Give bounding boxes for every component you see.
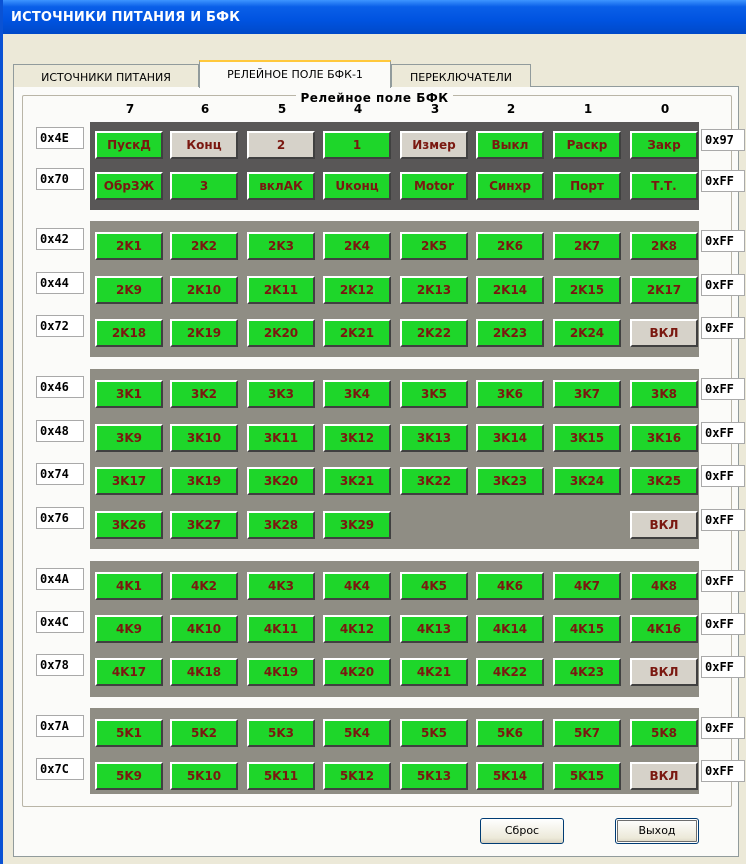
relay-label: 4K18 [186, 665, 222, 679]
row-address: 0x76 [36, 507, 84, 529]
relay-label: 4K10 [186, 622, 222, 636]
relay-button[interactable] [170, 762, 238, 790]
relay-button[interactable] [476, 467, 544, 495]
row-address: 0x7C [36, 758, 84, 780]
relay-label: 2K8 [651, 239, 677, 253]
relay-button[interactable] [630, 511, 698, 539]
relay-button[interactable] [476, 572, 544, 600]
relay-button[interactable] [476, 762, 544, 790]
row-value: 0xFF [701, 465, 745, 487]
relay-label: 4K3 [268, 579, 294, 593]
relay-button[interactable] [95, 572, 163, 600]
relay-label: 4K20 [339, 665, 375, 679]
relay-button[interactable] [247, 658, 315, 686]
row-value: 0xFF [701, 570, 745, 592]
relay-button[interactable] [323, 511, 391, 539]
relay-button[interactable] [95, 276, 163, 304]
relay-button[interactable] [553, 615, 621, 643]
relay-label: 4K16 [646, 622, 682, 636]
tab-switches[interactable]: ПЕРЕКЛЮЧАТЕЛИ [391, 64, 531, 87]
relay-button[interactable] [476, 319, 544, 347]
relay-label: 4K14 [492, 622, 528, 636]
relay-button[interactable] [400, 424, 468, 452]
row-value: 0xFF [701, 378, 745, 400]
relay-label: ВКЛ [649, 326, 679, 340]
relay-button[interactable] [170, 232, 238, 260]
relay-button[interactable] [170, 131, 238, 159]
relay-label: 4K17 [111, 665, 147, 679]
relay-label: 3K21 [339, 474, 375, 488]
relay-button[interactable] [323, 424, 391, 452]
relay-button[interactable] [323, 719, 391, 747]
row-value: 0xFF [701, 274, 745, 296]
row-address: 0x78 [36, 654, 84, 676]
relay-label: 2K18 [111, 326, 147, 340]
relay-label: 1 [352, 138, 362, 152]
relay-button[interactable] [630, 172, 698, 200]
relay-label: 5K13 [416, 769, 452, 783]
relay-button[interactable] [170, 658, 238, 686]
relay-button[interactable] [323, 380, 391, 408]
relay-label: 2K4 [344, 239, 370, 253]
relay-label: ВКЛ [649, 665, 679, 679]
relay-button[interactable] [553, 658, 621, 686]
relay-label: 3 [199, 179, 209, 193]
relay-label: Закр [647, 138, 681, 152]
window-title: ИСТОЧНИКИ ПИТАНИЯ И БФК [3, 0, 746, 34]
relay-button[interactable] [630, 131, 698, 159]
relay-label: Т.Т. [651, 179, 677, 193]
row-value: 0xFF [701, 717, 745, 739]
relay-label: 3K16 [646, 431, 682, 445]
relay-button[interactable] [170, 719, 238, 747]
relay-label: ВКЛ [649, 518, 679, 532]
row-address: 0x48 [36, 420, 84, 442]
relay-label: 5K15 [569, 769, 605, 783]
relay-label: 2K22 [416, 326, 452, 340]
relay-button[interactable] [476, 658, 544, 686]
relay-label: 3K8 [651, 387, 677, 401]
relay-button[interactable] [95, 232, 163, 260]
relay-label: 2K1 [116, 239, 142, 253]
relay-label: 2K24 [569, 326, 605, 340]
relay-label: 2K15 [569, 283, 605, 297]
relay-button[interactable] [630, 424, 698, 452]
relay-label: 4K11 [263, 622, 299, 636]
bit-label: 5 [277, 102, 287, 116]
relay-label: 5K1 [116, 726, 142, 740]
relay-button[interactable] [247, 276, 315, 304]
relay-button[interactable] [553, 380, 621, 408]
relay-label: 3K12 [339, 431, 375, 445]
relay-button[interactable] [400, 615, 468, 643]
relay-button[interactable] [553, 762, 621, 790]
relay-button[interactable] [476, 615, 544, 643]
relay-button[interactable] [170, 424, 238, 452]
relay-button[interactable] [323, 232, 391, 260]
relay-label: Motor [413, 179, 455, 193]
row-address: 0x44 [36, 272, 84, 294]
row-value: 0xFF [701, 230, 745, 252]
relay-label: 2K7 [574, 239, 600, 253]
relay-label: 3K29 [339, 518, 375, 532]
relay-button[interactable] [400, 319, 468, 347]
relay-button[interactable] [247, 424, 315, 452]
row-address: 0x74 [36, 463, 84, 485]
relay-label: 2K20 [263, 326, 299, 340]
relay-label: 4K23 [569, 665, 605, 679]
relay-button[interactable] [247, 467, 315, 495]
row-address: 0x4C [36, 611, 84, 633]
row-value: 0xFF [701, 170, 745, 192]
relay-label: Измер [412, 138, 456, 152]
relay-label: 4K21 [416, 665, 452, 679]
relay-label: 2K19 [186, 326, 222, 340]
relay-button[interactable] [476, 131, 544, 159]
relay-label: 3K5 [421, 387, 447, 401]
relay-label: 2K14 [492, 283, 528, 297]
relay-button[interactable] [170, 572, 238, 600]
relay-button[interactable] [630, 467, 698, 495]
relay-label: 2K23 [492, 326, 528, 340]
relay-label: 3K13 [416, 431, 452, 445]
relay-label: 2K5 [421, 239, 447, 253]
relay-label: 3K9 [116, 431, 142, 445]
relay-button[interactable] [323, 615, 391, 643]
relay-label: 3K10 [186, 431, 222, 445]
relay-label: 3K24 [569, 474, 605, 488]
relay-label: 5K5 [421, 726, 447, 740]
relay-button[interactable] [553, 172, 621, 200]
bit-label: 4 [353, 102, 363, 116]
relay-button[interactable] [476, 719, 544, 747]
relay-label: 3K6 [497, 387, 523, 401]
relay-button[interactable] [400, 131, 468, 159]
relay-button[interactable] [630, 232, 698, 260]
relay-button[interactable] [476, 172, 544, 200]
tab-power-sources[interactable]: ИСТОЧНИКИ ПИТАНИЯ [13, 64, 199, 87]
row-value: 0xFF [701, 422, 745, 444]
relay-label: вклАК [259, 179, 303, 193]
row-address: 0x7A [36, 715, 84, 737]
row-address: 0x4A [36, 568, 84, 590]
relay-label: 5K14 [492, 769, 528, 783]
relay-label: 4K7 [574, 579, 600, 593]
relay-button[interactable] [630, 319, 698, 347]
row-value: 0xFF [701, 317, 745, 339]
relay-label: 3K7 [574, 387, 600, 401]
relay-label: 3K19 [186, 474, 222, 488]
relay-button[interactable] [323, 572, 391, 600]
relay-button[interactable] [630, 615, 698, 643]
relay-button[interactable] [400, 276, 468, 304]
relay-button[interactable] [170, 276, 238, 304]
relay-label: 5K2 [191, 726, 217, 740]
relay-button[interactable] [170, 319, 238, 347]
relay-label: 5K10 [186, 769, 222, 783]
relay-label: 3K15 [569, 431, 605, 445]
relay-button[interactable] [323, 658, 391, 686]
relay-button[interactable] [553, 572, 621, 600]
relay-button[interactable] [247, 762, 315, 790]
relay-label: 3K23 [492, 474, 528, 488]
relay-label: 2K10 [186, 283, 222, 297]
relay-label: 4K15 [569, 622, 605, 636]
relay-button[interactable] [323, 276, 391, 304]
relay-button[interactable] [170, 172, 238, 200]
relay-button[interactable] [630, 276, 698, 304]
relay-label: 5K8 [651, 726, 677, 740]
relay-label: 5K6 [497, 726, 523, 740]
relay-button[interactable] [323, 319, 391, 347]
relay-label: 4K5 [421, 579, 447, 593]
relay-label: Конц [186, 138, 222, 152]
relay-button[interactable] [323, 131, 391, 159]
relay-button[interactable] [95, 762, 163, 790]
relay-label: 2K2 [191, 239, 217, 253]
bit-label: 1 [583, 102, 593, 116]
relay-button[interactable] [95, 172, 163, 200]
relay-label: 2K13 [416, 283, 452, 297]
relay-label: 2K17 [646, 283, 682, 297]
row-address: 0x4E [36, 127, 84, 149]
relay-button[interactable] [553, 131, 621, 159]
relay-button[interactable] [630, 658, 698, 686]
row-value: 0x97 [701, 129, 745, 151]
relay-button[interactable] [247, 615, 315, 643]
relay-label: 4K6 [497, 579, 523, 593]
relay-label: 4K12 [339, 622, 375, 636]
relay-button[interactable] [630, 719, 698, 747]
relay-label: Порт [570, 179, 604, 193]
relay-label: 3K1 [116, 387, 142, 401]
relay-button[interactable] [323, 762, 391, 790]
relay-button[interactable] [400, 762, 468, 790]
relay-button[interactable] [400, 380, 468, 408]
relay-label: 4K19 [263, 665, 299, 679]
relay-button[interactable] [400, 658, 468, 686]
relay-button[interactable] [553, 276, 621, 304]
relay-button[interactable] [95, 511, 163, 539]
row-value: 0xFF [701, 656, 745, 678]
relay-button[interactable] [247, 572, 315, 600]
relay-label: 2K6 [497, 239, 523, 253]
row-address: 0x42 [36, 228, 84, 250]
relay-label: 4K4 [344, 579, 370, 593]
group-caption: Релейное поле БФК [296, 91, 452, 105]
relay-label: 2K11 [263, 283, 299, 297]
relay-label: 2K3 [268, 239, 294, 253]
bit-label: 7 [125, 102, 135, 116]
relay-label: ВКЛ [649, 769, 679, 783]
bit-label: 6 [200, 102, 210, 116]
relay-button[interactable] [630, 380, 698, 408]
relay-button[interactable] [247, 172, 315, 200]
relay-label: 2K9 [116, 283, 142, 297]
relay-button[interactable] [170, 380, 238, 408]
relay-button[interactable] [400, 172, 468, 200]
relay-button[interactable] [553, 424, 621, 452]
relay-button[interactable] [95, 658, 163, 686]
relay-button[interactable] [400, 467, 468, 495]
relay-label: 4K9 [116, 622, 142, 636]
row-address: 0x70 [36, 168, 84, 190]
relay-button[interactable] [170, 467, 238, 495]
relay-label: 3K2 [191, 387, 217, 401]
relay-label: Синхр [489, 179, 531, 193]
relay-button[interactable] [247, 131, 315, 159]
relay-button[interactable] [95, 615, 163, 643]
relay-label: 3K22 [416, 474, 452, 488]
relay-label: 3K4 [344, 387, 370, 401]
relay-button[interactable] [170, 615, 238, 643]
relay-button[interactable] [400, 572, 468, 600]
relay-label: 5K3 [268, 726, 294, 740]
row-address: 0x72 [36, 315, 84, 337]
relay-button[interactable] [95, 424, 163, 452]
relay-button[interactable] [476, 232, 544, 260]
relay-label: 3K3 [268, 387, 294, 401]
relay-label: 3K14 [492, 431, 528, 445]
relay-button[interactable] [400, 719, 468, 747]
relay-button[interactable] [170, 511, 238, 539]
row-value: 0xFF [701, 760, 745, 782]
relay-label: 3K26 [111, 518, 147, 532]
relay-label: 5K12 [339, 769, 375, 783]
relay-label: 4K13 [416, 622, 452, 636]
relay-button[interactable] [95, 467, 163, 495]
relay-button[interactable] [630, 762, 698, 790]
relay-label: 3K25 [646, 474, 682, 488]
relay-label: ОбрЗЖ [103, 179, 155, 193]
bit-label: 3 [430, 102, 440, 116]
relay-label: 5K4 [344, 726, 370, 740]
row-value: 0xFF [701, 509, 745, 531]
reset-button[interactable]: Сброс [480, 818, 564, 844]
relay-label: 5K9 [116, 769, 142, 783]
relay-button[interactable] [247, 511, 315, 539]
exit-button[interactable]: Выход [615, 818, 699, 844]
relay-label: 5K11 [263, 769, 299, 783]
relay-button[interactable] [400, 232, 468, 260]
relay-button[interactable] [95, 131, 163, 159]
bit-label: 0 [660, 102, 670, 116]
relay-button[interactable] [95, 380, 163, 408]
relay-button[interactable] [95, 319, 163, 347]
relay-label: ПускД [107, 138, 151, 152]
relay-button[interactable] [553, 319, 621, 347]
relay-button[interactable] [247, 719, 315, 747]
relay-label: 5K7 [574, 726, 600, 740]
relay-button[interactable] [323, 467, 391, 495]
relay-label: 4K1 [116, 579, 142, 593]
relay-button[interactable] [247, 380, 315, 408]
relay-label: Uконц [335, 179, 379, 193]
relay-label: 3K27 [186, 518, 222, 532]
relay-label: 3K20 [263, 474, 299, 488]
relay-label: 4K8 [651, 579, 677, 593]
relay-button[interactable] [476, 276, 544, 304]
relay-label: 3K17 [111, 474, 147, 488]
relay-button[interactable] [553, 719, 621, 747]
relay-button[interactable] [247, 232, 315, 260]
row-address: 0x46 [36, 376, 84, 398]
relay-button[interactable] [476, 424, 544, 452]
relay-label: Раскр [566, 138, 608, 152]
relay-button[interactable] [323, 172, 391, 200]
bit-label: 2 [506, 102, 516, 116]
relay-label: 2K12 [339, 283, 375, 297]
relay-label: 3K11 [263, 431, 299, 445]
relay-button[interactable] [476, 380, 544, 408]
relay-label: Выкл [491, 138, 529, 152]
relay-label: 4K22 [492, 665, 528, 679]
relay-label: 3K28 [263, 518, 299, 532]
relay-button[interactable] [630, 572, 698, 600]
relay-button[interactable] [95, 719, 163, 747]
relay-label: 2K21 [339, 326, 375, 340]
relay-label: 2 [276, 138, 286, 152]
relay-label: 4K2 [191, 579, 217, 593]
relay-button[interactable] [553, 467, 621, 495]
relay-button[interactable] [247, 319, 315, 347]
row-value: 0xFF [701, 613, 745, 635]
tab-relay-field[interactable]: РЕЛЕЙНОЕ ПОЛЕ БФК-1 [199, 60, 391, 88]
relay-button[interactable] [553, 232, 621, 260]
